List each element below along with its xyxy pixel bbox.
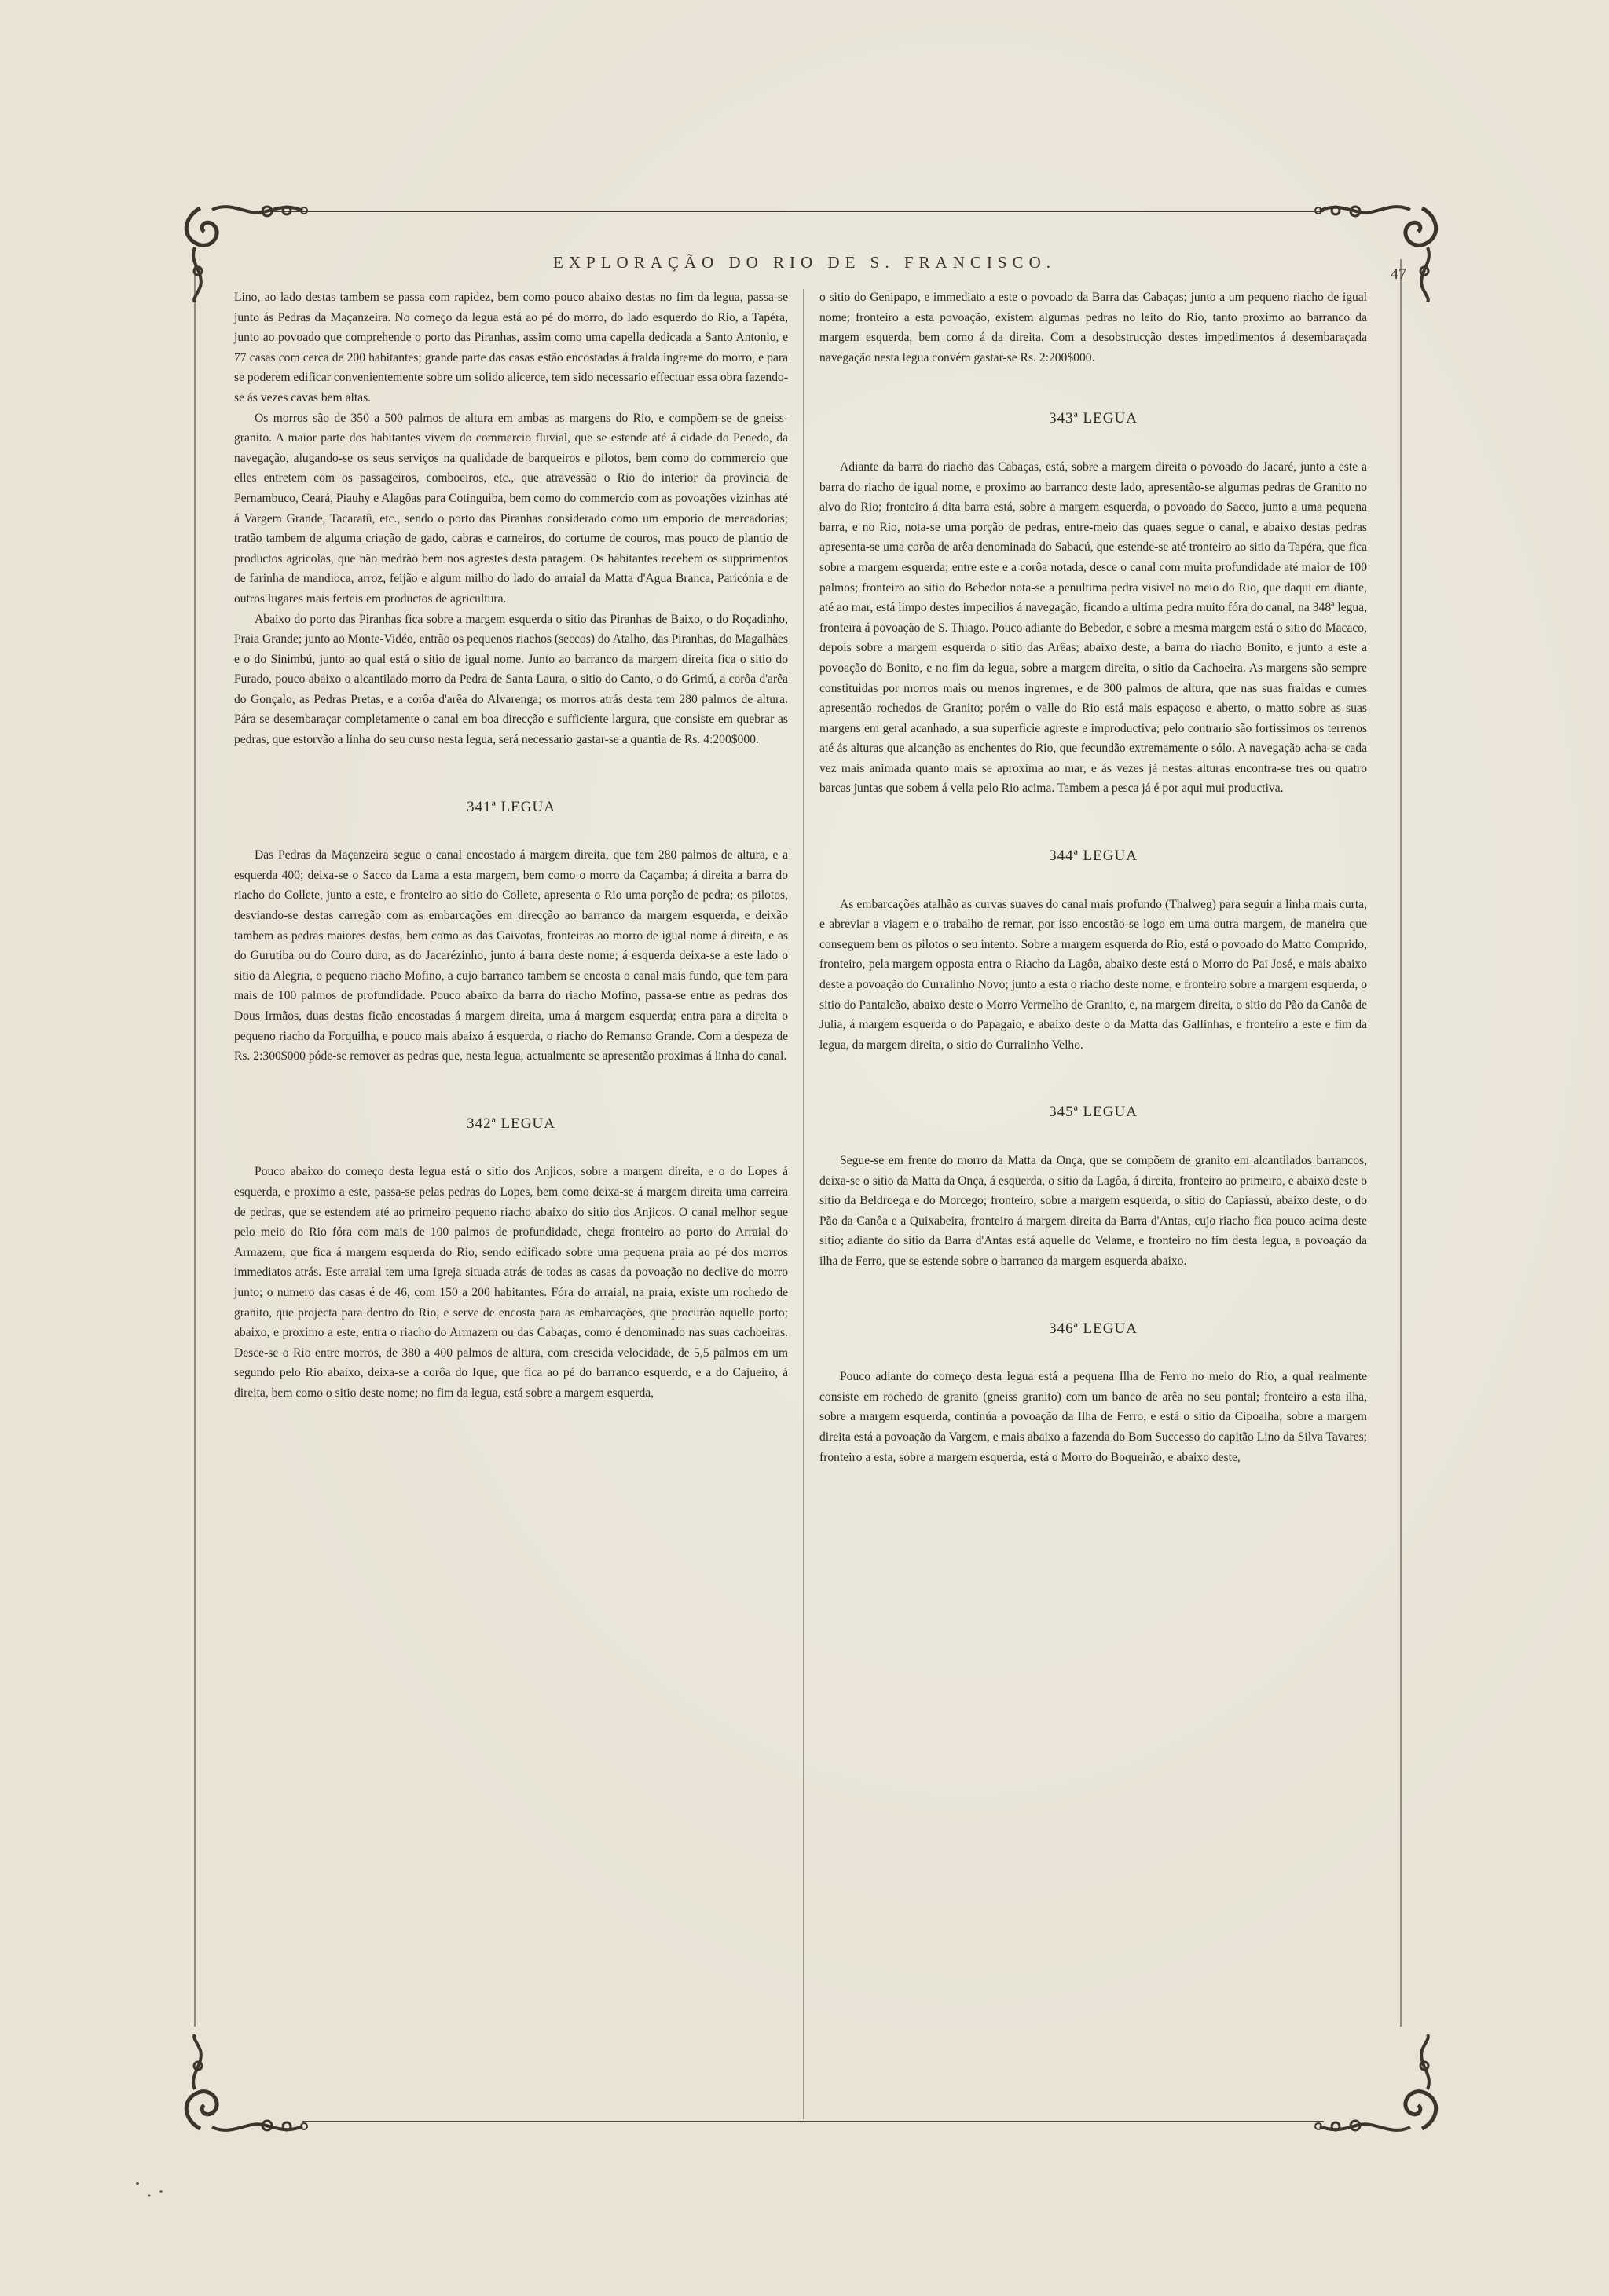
paragraph: Das Pedras da Maçanzeira segue o canal encostado á margem direita, que tem 280 palmos de altura, e a esquerda 400; deixa-se o Sacco da Lama a esta margem, bem como o morro da Caçamba; á direita a barra do riacho do Collete, junto a este, e fronteiro ao sitio do Collete, apresenta o Rio uma porção de pedra; os pilotos, desviando-se destas carregão com as embarcações em direcção ao barranco da margem esquerda, e deixão tambem as pedras maiores destas, bem como as das Gaivotas, fronteiras ao morro de igual nome á direita, e as do Gurutiba ou do Couro duro, as do Jacarézinho, junto á barra deste nome; á esquerda deixa-se a este lado o sitio da Alegria, o pequeno riacho Mofino, a cujo barranco tambem se encosta o canal mais fundo, que tem para mais de 100 palmos de profundidade. Pouco abaixo da barra do riacho Mofino, passa-se entre as pedras dos Dous Irmãos, duas destas ficão encostadas á margem direita, uma á margem esquerda; entra para a direita o pequeno riacho da Forquilha, e pouco mais abaixo á esquerda, o riacho do Remanso Grande. Com a despeza de Rs. 2:300$000 póde-se remover as pedras que, nesta legua, actualmente se apresentão proximas á linha do canal. [234, 848, 788, 1064]
paragraph: o sitio do Genipapo, e immediato a este o povoado da Barra das Cabaças; junto a um pequeno riacho de igual nome; fronteiro a esta povoação, existem algumas pedras no leito do Rio, tanto proximo ao barranco da margem esquerda, bem como á da direita. Com a desobstrucção destes impedimentos á desembaraçada navegação nesta legua convém gastar-se Rs. 2:200$000. [819, 291, 1367, 364]
paragraph: Segue-se em frente do morro da Matta da Onça, que se compõem de granito em alcantilados barrancos, deixa-se o sitio da Matta da Onça, á esquerda, o sitio da Lagôa, á direita, fronteiro ao primeiro, e abaixo deste o sitio da Beldroega e do Morcego; fronteiro, sobre a margem esquerda, o sitio do Capiassú, abaixo deste, o do Pão da Canôa e a Quixabeira, fronteiro á margem direita da Barra d'Antas, cujo riacho fica pouco acima deste sitio; adiante do sitio da Barra d'Antas está aquelle do Velame, e fronteiro no fim desta legua, a povoação da ilha de Ferro, que se estende sobre o barranco da margem esquerda abaixo. [819, 1154, 1367, 1268]
paragraph: Abaixo do porto das Piranhas fica sobre a margem esquerda o sitio das Piranhas de Baixo, o do Roçadinho, Praia Grande; junto ao Monte-Vidéo, entrão os pequenos riachos (seccos) do Atalho, das Piranhas, do Magalhães e o do Sinimbú, junto ao qual está o sitio de igual nome. Junto ao barranco da margem direita fica o sitio do Furado, pouco abaixo o alcantilado morro da Pedra de Santa Laura, o sitio do Canto, o do Grimú, a corôa d'arêa do Gonçalo, as Pedras Pretas, e a corôa d'arêa do Alvarenga; os morros atrás desta tem 280 palmos de altura. Pára se desembaraçar completamente o canal em boa direcção e sufficiente largura, que consiste em quebrar as pedras, que estorvão a linha do seu curso nesta legua, será necessario gastar-se a quantia de Rs. 4:200$000. [234, 612, 788, 747]
left-column [234, 287, 788, 1404]
top-left-ornament-icon [169, 185, 318, 302]
paper-specks [134, 2176, 181, 2211]
top-border-rule [259, 211, 1324, 212]
bottom-left-ornament-icon [169, 2034, 318, 2152]
paragraph: As embarcações atalhão as curvas suaves do canal mais profundo (Thalweg) para seguir a linha mais curta, e abreviar a viagem e o trabalho de remar, por isso encostão-se logo em uma outra margem, de maneira que conseguem bem os pilotos o seu intento. Sobre a margem esquerda do Rio, está o povoado do Matto Comprido, fronteiro, pela margem opposta entra o Riacho da Lagôa, abaixo deste está o Morro do Pai José, e mais abaixo deste a povoação do Curralinho Novo; junto a esta o riacho deste nome, e fronteiro sobre a margem esquerda, o sitio do Pantalcão, abaixo deste o Morro Vermelho de Granito, e, na margem direita, o sitio do Pão da Canôa de Julia, á margem esquerda o do Papagaio, e abaixo deste o da Matta das Gallinhas, e fronteiro a este e fim da legua, da margem direita, o sitio do Curralinho Velho. [819, 897, 1367, 1052]
paragraph: Lino, ao lado destas tambem se passa com rapidez, bem como pouco abaixo destas no fim da legua, passa-se junto ás Pedras da Maçanzeira. No começo da legua está ao pé do morro, do lado esquerdo do Rio, a Tapéra, junto ao povoado que comprehende o porto das Piranhas, assim como uma capella dedicada a Santo Antonio, e 77 casas com cerca de 200 habitantes; grande parte das casas estão encostadas á fralda ingreme do morro, e para se poderem edificar convenientemente sobre um solido alicerce, tem sido necessario effectuar essa obra fazendo-se ás vezes cavas bem altas. [234, 291, 789, 405]
paragraph: Pouco adiante do começo desta legua está a pequena Ilha de Ferro no meio do Rio, a qual realmente consiste em rochedo de granito (gneiss granito) com um banco de arêa no seu pontal; fronteiro a esta ilha, sobre a margem esquerda, continúa a povoação da Ilha de Ferro, e está o sitio da Cipoalha; sobre a margem direita está a povoação da Vargem, e mais abaixo a fazenda do Bom Successo do capitão Lino da Silva Tavares; fronteiro a esta, sobre a margem esquerda, está o Morro do Boqueirão, e abaixo deste, [819, 1370, 1367, 1464]
section-heading-346: 346ª LEGUA [1049, 1320, 1138, 1337]
paragraph: Pouco abaixo do começo desta legua está o sitio dos Anjicos, sobre a margem direita, e o do Lopes á esquerda, e proximo a este, passa-se pelas pedras do Lopes, bem como deixa-se á margem direita uma carreira de pedras, que se estendem até ao primeiro pequeno riacho abaixo do sitio dos Anjicos. O canal melhor segue pelo meio do Rio fóra com mais de 100 palmos de profundidade, chega fronteiro ao porto do Arraial do Armazem, que fica á margem esquerda do Rio, sendo edificado sobre uma pequena praia ao pé dos morros immediatos atrás. Este arraial tem uma Igreja situada atrás de todas as casas da povoação no declive do morro junto; o numero das casas é de 46, com 150 a 200 habitantes. Fóra do arraial, na praia, existe um rochedo de granito, que projecta para dentro do Rio, e serve de encosta para as embarcações, que procurão aquelle porto; abaixo, e proximo a este, entra o riacho do Armazem ou das Cabaças, como é denominado nas suas cachoeiras. Desce-se o Rio entre morros, de 380 a 400 palmos de altura, com crescida velocidade, de 5,5 palmos em um segundo pelo Rio abaixo, deixa-se a corôa do Ique, que fica ao pé do barranco esquerdo, e a do Cajueiro, á direita, bem como o sitio deste nome; no fim da legua, está sobre a margem esquerda, [234, 1165, 788, 1400]
section-heading-345: 345ª LEGUA [1049, 1104, 1138, 1121]
page-number: 47 [1391, 265, 1406, 283]
section-heading-342: 342ª LEGUA [467, 1115, 555, 1132]
right-border-rule [1400, 259, 1402, 2027]
top-right-ornament-icon [1304, 185, 1453, 302]
bottom-right-ornament-icon [1304, 2034, 1453, 2152]
bottom-border-rule [302, 2121, 1324, 2122]
paragraph: Os morros são de 350 a 500 palmos de altura em ambas as margens do Rio, e compõem-se de gneiss-granito. A maior parte dos habitantes vivem do commercio fluvial, que se estende até á cidade do Penedo, da navegação, alugando-se os seus serviços na qualidade de barqueiros e pilotos, bem como do commercio que elles entretem com os passageiros, comboeiros, etc., que atravessão o Rio do interior da provincia de Pernambuco, Ceará, Piauhy e Alagôas para Cotinguiba, bem como do commercio com as povoações vizinhas até á Vargem Grande, Tacaratû, etc., sendo o porto das Piranhas considerado como um emporio de mercadorias; tratão tambem de alguma criação de gado, cabras e carneiros, do cortume de couros, mas pouco de plantio de productos agricolas, que não medrão bem nos agrestes desta paragem. Os habitantes recebem os supprimentos de farinha de mandioca, arroz, feijão e algum milho do lado do arraial da Matta d'Agua Branca, Paricónia e de outros lugares mais ferteis em productos de agricultura. [234, 411, 788, 606]
section-heading-343: 343ª LEGUA [1049, 410, 1138, 427]
right-column [819, 287, 1367, 1467]
paragraph: Adiante da barra do riacho das Cabaças, está, sobre a margem direita o povoado do Jacaré, junto a este a barra do riacho de igual nome, e proximo ao barranco deste lado, apresentão-se algumas pedras de Granito no alvo do Rio; fronteiro á dita barra está, sobre a margem esquerda, o povoado do Sacco, junto a uma pequena barra, e no Rio, nota-se uma porção de pedras, entre-meio das quaes segue o canal, e abaixo destas pedras apresenta-se uma corôa de arêa denominada do Sabacú, que estende-se até tronteiro ao sitio da Tapéra, que fica sobre a margem esquerda; entre este e a corôa notada, desce o canal com muita profundidade até maior de 100 palmos; fronteiro ao sitio do Bebedor nota-se a penultima pedra visivel no meio do Rio, que daqui em diante, até ao mar, está limpo destes impecilios á navegação, ficando a ultima pedra muito fóra do canal, na 348ª legua, fronteira á povoação de S. Thiago. Pouco adiante do Bebedor, e sobre a mesma margem está o sitio do Macaco, depois sobre a margem esquerda o sitio das Arêas; abaixo deste, a barra do riacho Bonito, e junto a este a povoação do Bonito, e no fim da legua, sobre a margem direita, o sitio da Cachoeira. As margens são sempre constituidas por morros mais ou menos ingremes, e de 300 palmos de altura, que nas suas fraldas e cumes apresentão rochedos de Granito; porém o valle do Rio está mais espaçoso e aberto, o matto sobre as suas margens em geral acanhado, a sua superficie agreste e improductiva; pelo contrario são fortissimos os terrenos até ás alturas que alcanção as enchentes do Rio, que fecundão extremamente o sólo. A navegação acha-se cada vez mais animada quanto mais se aproxima ao mar, e ás vezes já nestas alturas encontra-se tres ou quatro barcas juntas que sobem á vella pelo Rio acima. Tambem a pesca já é por aqui mui productiva. [819, 460, 1367, 796]
left-border-rule [194, 259, 196, 2027]
column-divider [803, 289, 804, 2119]
running-title: EXPLORAÇÃO DO RIO DE S. FRANCISCO. [553, 253, 1056, 272]
section-heading-341: 341ª LEGUA [467, 798, 555, 815]
section-heading-344: 344ª LEGUA [1049, 848, 1138, 865]
